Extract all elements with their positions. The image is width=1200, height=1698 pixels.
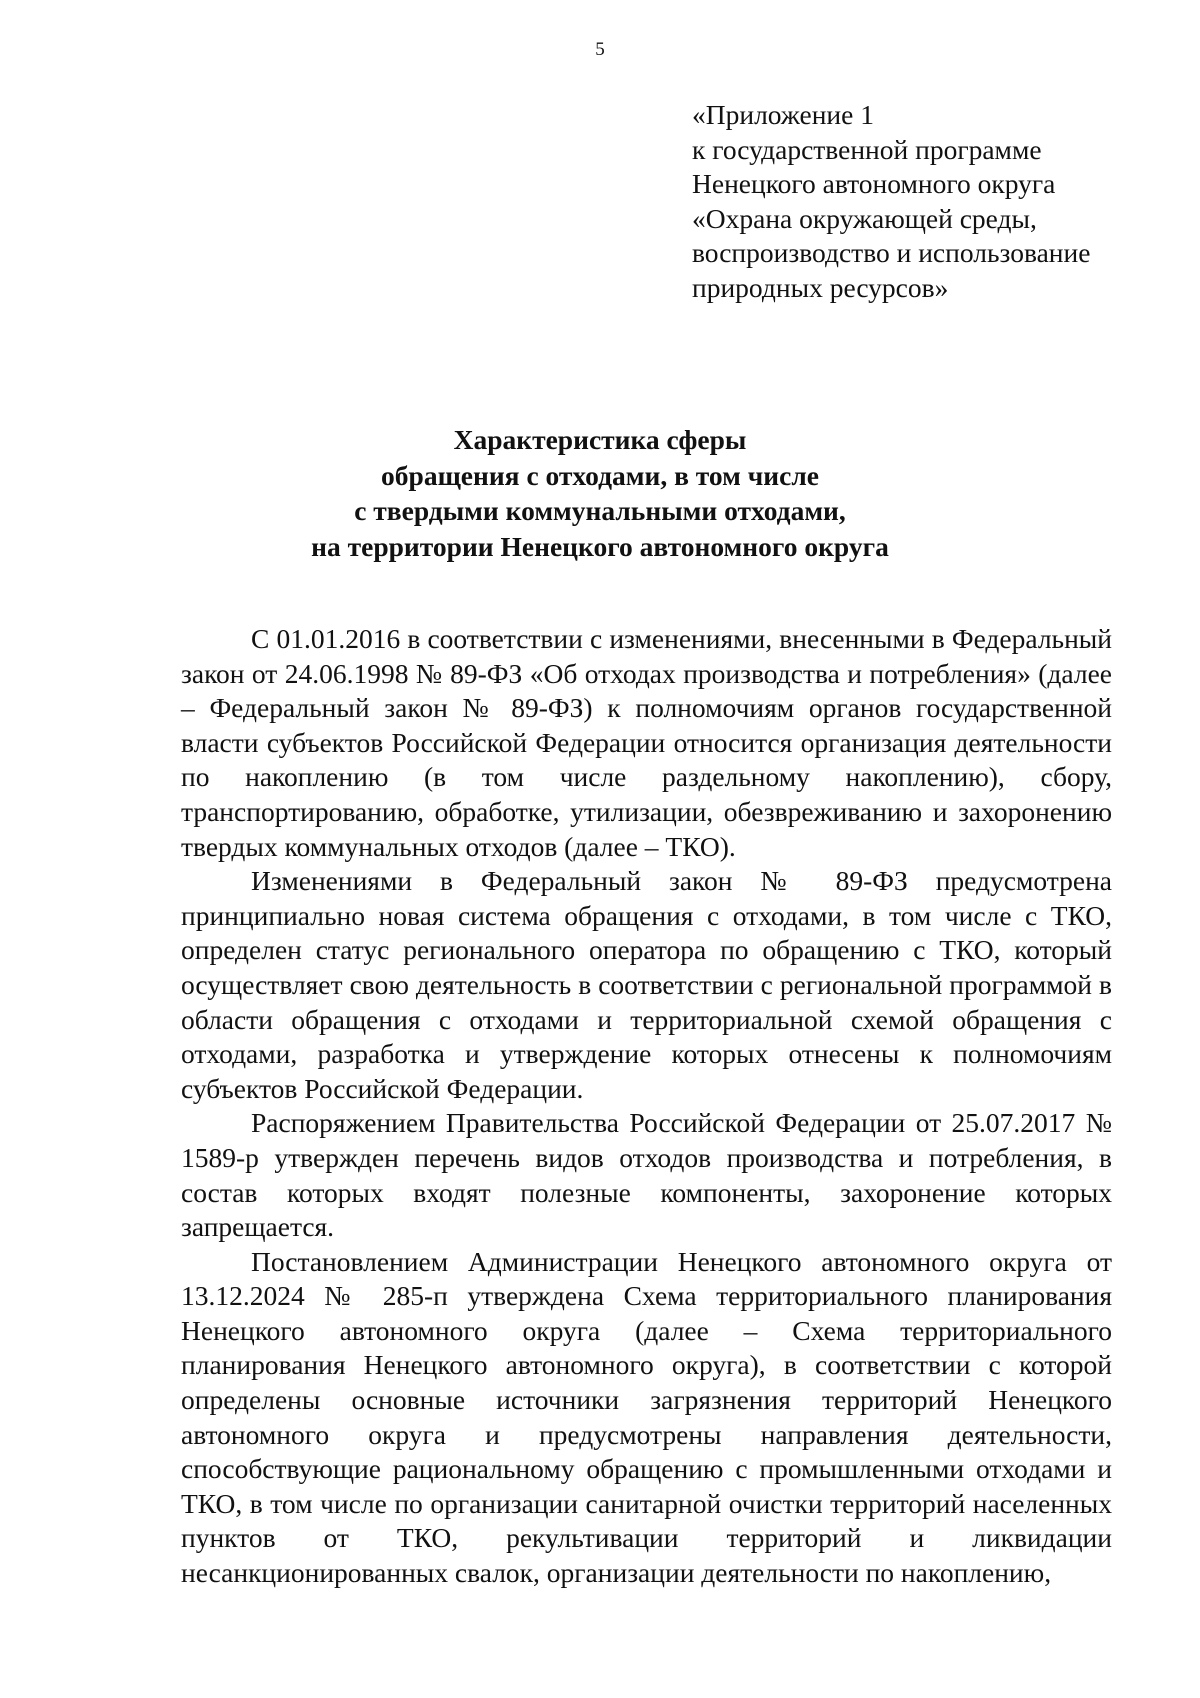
- body-paragraph: Распоряжением Правительства Российской Федерации от 25.07.2017 № 1589-р утвержден перечень видов отходов производства и потребления, в состав которых входят полезные компоненты, захоронение которых запрещается.: [181, 1107, 1112, 1243]
- title-line: на территории Ненецкого автономного округа: [311, 530, 889, 562]
- title-line: обращения с отходами, в том числе: [381, 459, 819, 491]
- document-body: [181, 622, 1112, 1591]
- appendix-line: «Приложение 1: [692, 99, 874, 130]
- title-line: Характеристика сферы: [453, 424, 747, 455]
- appendix-line: воспроизводство и использование: [692, 237, 1091, 268]
- document-title: [0, 422, 1200, 564]
- appendix-line: природных ресурсов»: [692, 271, 949, 303]
- appendix-line: к государственной программе: [692, 133, 1042, 165]
- body-paragraph: С 01.01.2016 в соответствии с изменениями, внесенными в Федеральный закон от 24.06.1998 № 89-ФЗ «Об отходах производства и потребления» (далее – Федеральный закон № 89-ФЗ) к полномочиям органов государственной власти субъектов Российской Федерации относится организация деятельности по накоплению (в том числе раздельному накоплению), сбору, транспортированию, обработке, утилизации, обезвреживанию и захоронению твердых коммунальных отходов (далее – ТКО).: [181, 623, 1112, 862]
- body-paragraph: Изменениями в Федеральный закон № 89-ФЗ предусмотрена принципиально новая система обращения с отходами, в том числе с ТКО, определен статус регионального оператора по обращению с ТКО, который осуществляет свою деятельность в соответствии с региональной программой в области обращения с отходами и территориальной схемой обращения с отходами, разработка и утверждение которых отнесены к полномочиям субъектов Российской Федерации.: [181, 865, 1112, 1104]
- appendix-header: [692, 98, 1162, 305]
- page-number: 5: [595, 39, 605, 60]
- appendix-line: Ненецкого автономного округа: [692, 168, 1056, 199]
- body-paragraph: Постановлением Администрации Ненецкого автономного округа от 13.12.2024 № 285-п утверждена Схема территориального планирования Ненецкого автономного округа (далее – Схема территориального планирования Ненецкого автономного округа), в соответствии с которой определены основные источники загрязнения территорий Ненецкого автономного округа и предусмотрены направления деятельности, способствующие рациональному обращению с промышленными отходами и ТКО, в том числе по организации санитарной очистки территорий населенных пунктов от ТКО, рекультивации территорий и ликвидации несанкционированных свалок, организации деятельности по накоплению,: [181, 1245, 1112, 1589]
- appendix-line: «Охрана окружающей среды,: [692, 202, 1037, 234]
- title-line: с твердыми коммунальными отходами,: [354, 495, 846, 526]
